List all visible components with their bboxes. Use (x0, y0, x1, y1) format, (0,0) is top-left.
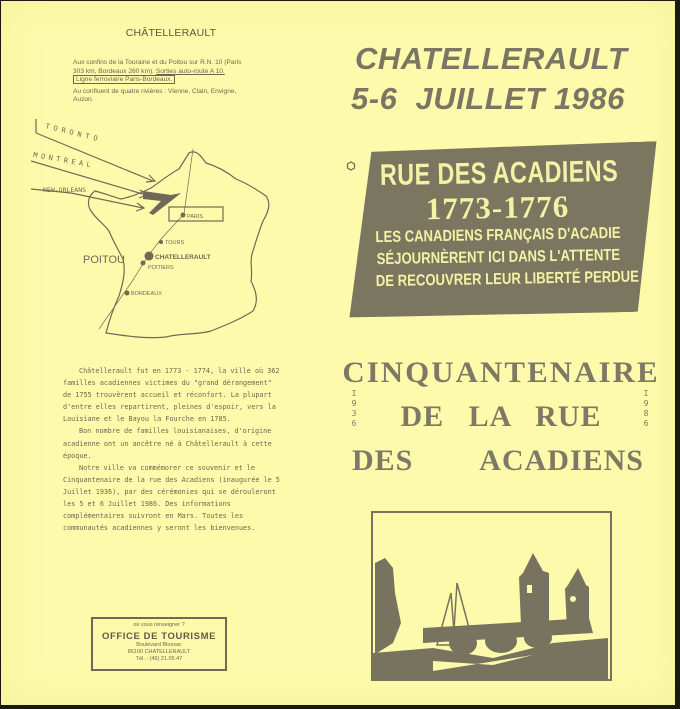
city-poitiers: POITIERS (148, 265, 174, 271)
origin-montreal: MONTREAL (32, 151, 95, 170)
left-title: CHÂTELLERAULT (125, 27, 217, 39)
headline-city: CHATELLERAULT (355, 41, 628, 76)
office-name: OFFICE DE TOURISME (101, 631, 217, 642)
intro-text (73, 59, 243, 108)
plaque-line-2: SÉJOURNÈRENT ICI DANS L'ATTENTE (376, 246, 621, 269)
anniversary-line-2: DE LA RUE (400, 400, 602, 433)
brochure-page (1, 1, 675, 705)
year-1986-vertical: I 9 8 6 (643, 389, 649, 428)
plaque-line-3: DE RECOUVRER LEUR LIBERTÉ PERDUE (375, 268, 640, 291)
bridge-illustration (373, 513, 610, 679)
city-paris: PARIS (187, 214, 204, 220)
anniversary-des: DES (352, 444, 414, 477)
history-paragraph-3: Notre ville va commémorer ce souvenir et le Cinquantenaire de la rue des Acadiens (inaugurée le 5 Juillet 1936), par des cérémonies qui se dérouleront les 5 et 6 Juillet 1986. Des informations complémentaires suivront en Mars. Toutes les communautés acadiennes y seront les bienvenues. (63, 463, 280, 533)
office-phone: Tél. : (49) 21.05.47 (135, 656, 183, 662)
anniversary-line-3 (346, 439, 656, 483)
plane-icon (143, 191, 181, 215)
office-city: 86100 CHATELLERAULT (127, 649, 191, 655)
history-paragraph-2: Bon nombre de familles louisianaises, d'origine acadienne ont un ancêtre né à Châtellerault à cette époque. (63, 427, 272, 460)
autoroute-exits: Sorties auto-route A 10. (155, 67, 225, 75)
railway-line: Ligne ferroviaire Paris-Bordeaux. (73, 75, 175, 84)
origin-new-orleans: NEW-ORLEANS (43, 186, 87, 194)
location-info (73, 59, 243, 85)
plaque-title: RUE DES ACADIENS (379, 154, 619, 193)
tourist-office-box (91, 617, 227, 671)
city-chatellerault: CHATELLERAULT (155, 254, 211, 261)
year-1936-vertical: I 9 3 6 (351, 389, 357, 428)
rivers-info: Au confluent de quatre rivières : Vienne, Clain, Envigne, Auzon. (73, 87, 237, 104)
office-street: Boulevard Blossac (136, 642, 182, 648)
history-paragraph-1: Châtellerault fut en 1773 - 1774, la ville où 362 familles acadiennes victimes du "grand dérangement" de 1755 trouvèrent accueil et réconfort. La plupart d'entre elles repartirent, pleines d'espoir, vers la Louisiane et le Bayou la Fourche en 1785. (63, 367, 280, 424)
region-poitou: POITOU (83, 254, 125, 266)
plaque-line-1: LES CANADIENS FRANÇAIS D'ACADIE (375, 224, 621, 247)
location-line: Aux confins de la Touraine et du Poitou sur R.N. 10 (Paris 303 km, Bordeaux 260 km). (73, 59, 242, 75)
origin-toronto: TORONTO (44, 122, 103, 144)
france-map (31, 111, 291, 341)
anniversary-title (342, 351, 660, 483)
anniversary-acadiens: ACADIENS (479, 444, 644, 477)
anniversary-line-1: CINQUANTENAIRE (342, 356, 660, 389)
headline-date: 5-6 JUILLET 1986 (351, 81, 625, 116)
history-text (63, 365, 283, 534)
plaque-inscription (347, 146, 650, 321)
city-tours: TOURS (165, 240, 185, 246)
event-headline (351, 39, 651, 119)
city-bordeaux: BORDEAUX (131, 291, 162, 297)
office-question: où vous renseigner ? (133, 622, 185, 628)
plaque-years: 1773-1776 (425, 188, 570, 227)
bridge-engraving (371, 511, 612, 681)
map-drawing (31, 111, 291, 341)
